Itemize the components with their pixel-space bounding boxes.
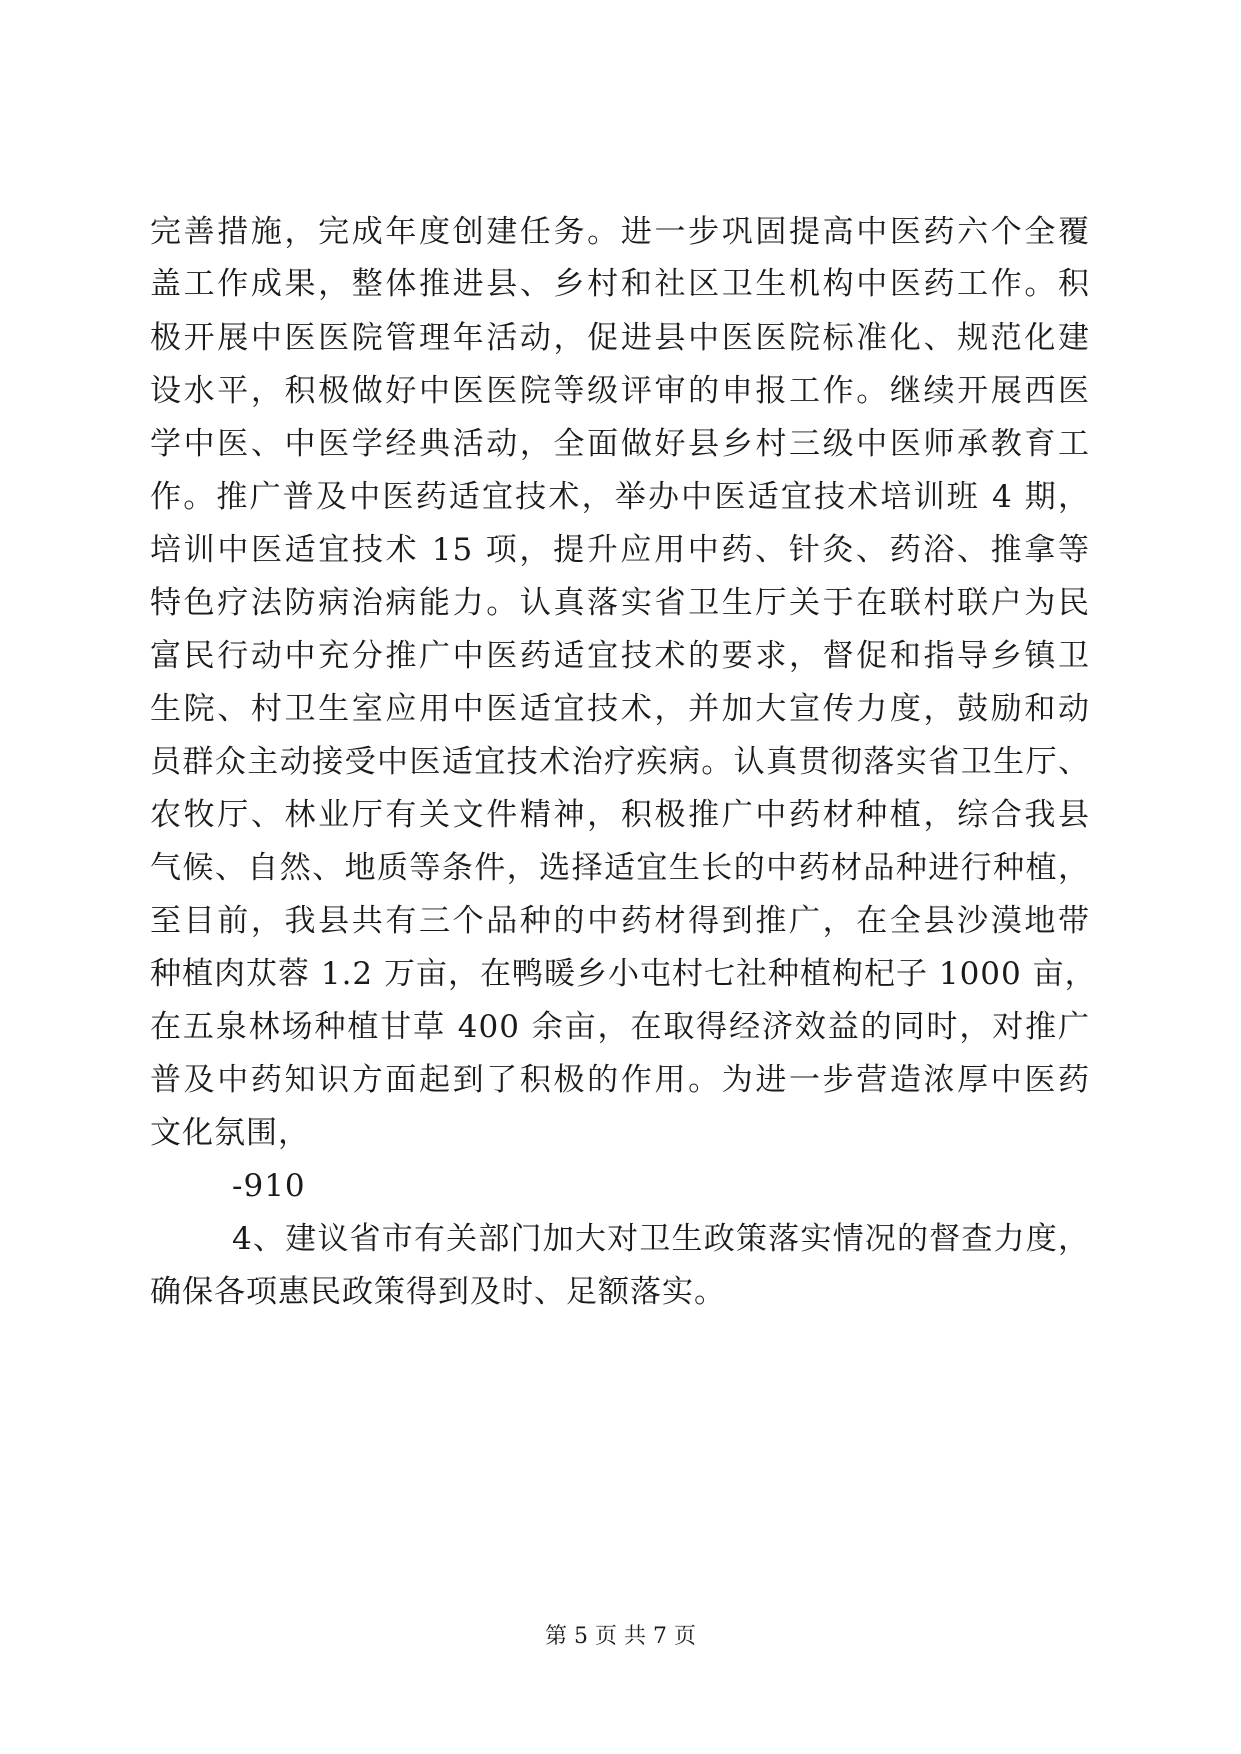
body-text-line: 农牧厅、林业厅有关文件精神，积极推广中药材种植，综合我县 (150, 797, 1090, 833)
page-code: -910 (232, 1168, 306, 1204)
body-text-line: 富民行动中充分推广中医药适宜技术的要求，督促和指导乡镇卫 (150, 638, 1090, 674)
body-text-line: 种植肉苁蓉 1.2 万亩，在鸭暖乡小屯村七社种植枸杞子 1000 亩， (150, 956, 1097, 992)
body-text-line: 生院、村卫生室应用中医适宜技术，并加大宣传力度，鼓励和动 (150, 691, 1090, 727)
page-footer: 第 5 页 共 7 页 (545, 1624, 696, 1649)
point-4-line: 确保各项惠民政策得到及时、足额落实。 (150, 1274, 726, 1310)
body-text-line: 至目前，我县共有三个品种的中药材得到推广，在全县沙漠地带 (150, 903, 1090, 939)
body-text-line: 普及中药知识方面起到了积极的作用。为进一步营造浓厚中医药 (150, 1062, 1090, 1098)
body-text-line: 培训中医适宜技术 15 项，提升应用中药、针灸、药浴、推拿等 (150, 532, 1090, 568)
body-text-line: 设水平，积极做好中医医院等级评审的申报工作。继续开展西医 (150, 373, 1090, 409)
body-text-line: 完善措施，完成年度创建任务。进一步巩固提高中医药六个全覆 (150, 214, 1090, 250)
body-text-line: 员群众主动接受中医适宜技术治疗疾病。认真贯彻落实省卫生厅、 (150, 744, 1090, 780)
body-text-line: 在五泉林场种植甘草 400 余亩，在取得经济效益的同时，对推广 (150, 1009, 1090, 1045)
point-4-line: 4、建议省市有关部门加大对卫生政策落实情况的督查力度， (232, 1221, 1090, 1257)
body-text-line: 特色疗法防病治病能力。认真落实省卫生厅关于在联村联户为民 (150, 585, 1090, 621)
body-text-line: 极开展中医医院管理年活动，促进县中医医院标准化、规范化建 (150, 320, 1090, 356)
body-text-line: 学中医、中医学经典活动，全面做好县乡村三级中医师承教育工 (150, 426, 1090, 462)
body-text-line: 文化氛围， (150, 1115, 310, 1151)
body-text-line: 盖工作成果，整体推进县、乡村和社区卫生机构中医药工作。积 (150, 266, 1090, 302)
body-text-line: 气候、自然、地质等条件，选择适宜生长的中药材品种进行种植， (150, 850, 1090, 886)
body-text-line: 作。推广普及中医药适宜技术，举办中医适宜技术培训班 4 期， (150, 479, 1090, 515)
